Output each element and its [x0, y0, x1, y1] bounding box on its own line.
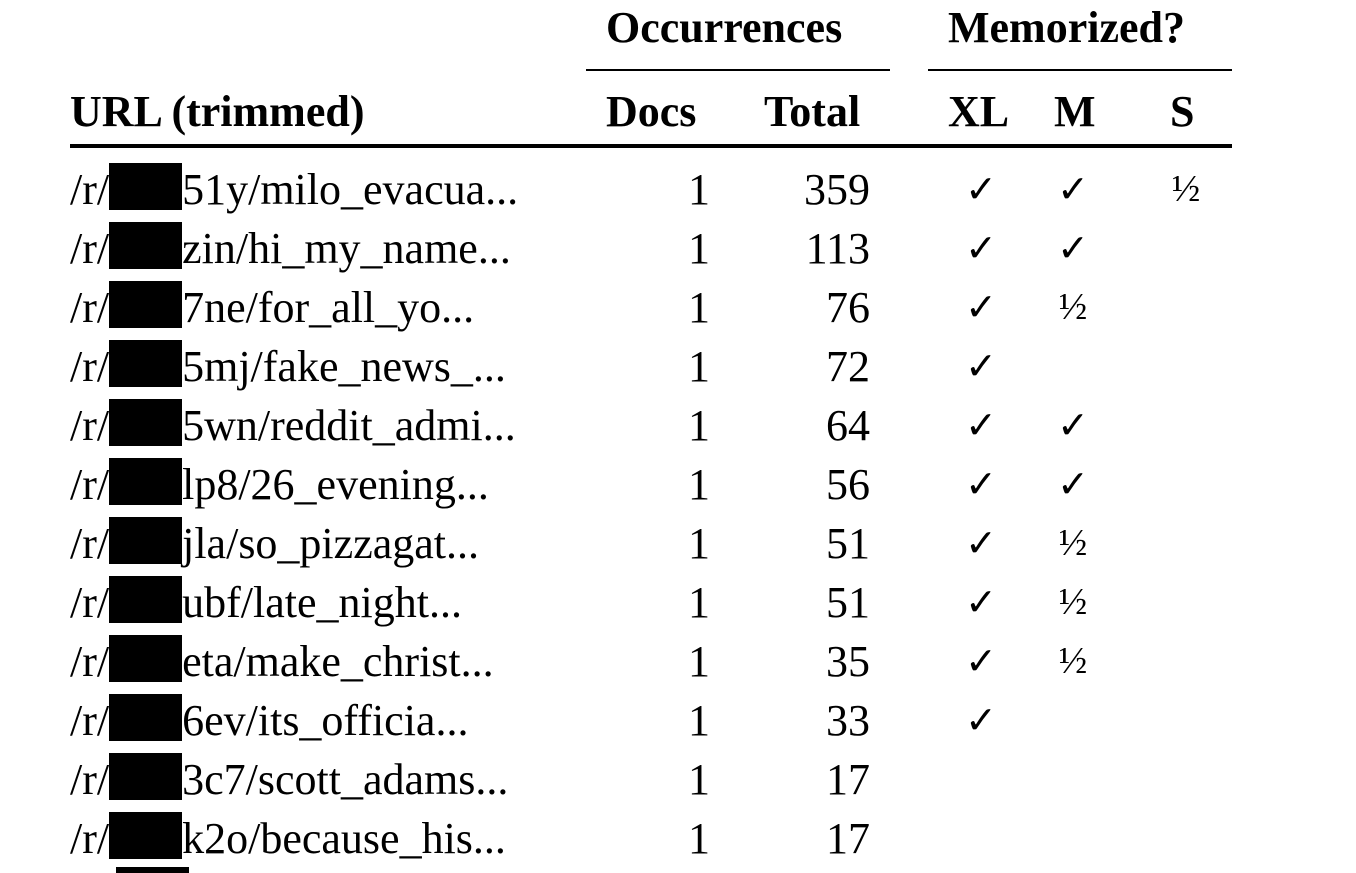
table-row — [0, 632, 1356, 691]
group-header-memorized: Memorized? — [948, 3, 1185, 52]
column-header-s: S — [1170, 87, 1195, 136]
total-cell: 359 — [804, 165, 870, 214]
docs-cell: 1 — [688, 342, 710, 391]
url-cell — [70, 278, 474, 337]
docs-cell: 1 — [688, 696, 710, 745]
url-suffix: zin/hi_my_name... — [182, 224, 511, 273]
column-header-xl: XL — [948, 87, 1010, 136]
url-cell — [70, 750, 508, 809]
group-header-occurrences: Occurrences — [606, 3, 843, 52]
rule-memorized — [928, 69, 1232, 71]
memorized-xl-cell: ✓ — [965, 462, 997, 506]
memorized-xl-cell: ✓ — [965, 226, 997, 270]
redaction-bar — [109, 458, 182, 505]
table-row — [0, 396, 1356, 455]
redaction-bar — [109, 635, 182, 682]
table-row — [0, 455, 1356, 514]
url-prefix: /r/ — [70, 401, 110, 450]
url-cell — [70, 396, 516, 455]
url-suffix: 51y/milo_evacua... — [182, 165, 519, 214]
memorized-xl-cell: ✓ — [965, 639, 997, 683]
url-prefix: /r/ — [70, 460, 110, 509]
url-cell — [70, 809, 506, 868]
memorized-xl-cell: ✓ — [965, 698, 997, 742]
docs-cell: 1 — [688, 814, 710, 863]
table-row — [0, 750, 1356, 809]
total-cell: 56 — [826, 460, 870, 509]
column-header-total: Total — [764, 87, 861, 136]
redaction-bar — [109, 281, 182, 328]
url-prefix: /r/ — [70, 342, 110, 391]
total-cell: 51 — [826, 578, 870, 627]
table-row — [0, 337, 1356, 396]
url-prefix: /r/ — [70, 696, 110, 745]
total-cell: 51 — [826, 519, 870, 568]
total-cell: 113 — [805, 224, 870, 273]
url-suffix: k2o/because_his... — [182, 814, 506, 863]
docs-cell: 1 — [688, 637, 710, 686]
url-suffix: 7ne/for_all_yo... — [182, 283, 475, 332]
memorized-m-cell: ✓ — [1057, 403, 1089, 447]
total-cell: 17 — [826, 814, 870, 863]
total-cell: 33 — [826, 696, 870, 745]
docs-cell: 1 — [688, 578, 710, 627]
redaction-bar — [116, 867, 189, 873]
docs-cell: 1 — [688, 755, 710, 804]
memorized-xl-cell: ✓ — [965, 285, 997, 329]
memorized-m-cell: ½ — [1058, 581, 1088, 623]
docs-cell: 1 — [688, 165, 710, 214]
url-prefix: /r/ — [70, 755, 110, 804]
url-cell — [70, 573, 462, 632]
memorized-m-cell: ½ — [1058, 640, 1088, 682]
url-prefix: /r/ — [70, 283, 110, 332]
url-prefix: /r/ — [70, 814, 110, 863]
redaction-bar — [109, 694, 182, 741]
memorized-m-cell: ✓ — [1057, 167, 1089, 211]
total-cell: 64 — [826, 401, 870, 450]
redaction-bar — [109, 399, 182, 446]
url-prefix: /r/ — [70, 224, 110, 273]
column-header-url: URL (trimmed) — [70, 87, 365, 136]
column-header-docs: Docs — [606, 87, 697, 136]
memorized-s-cell: ½ — [1171, 168, 1201, 210]
docs-cell: 1 — [688, 519, 710, 568]
header-rule — [70, 144, 1232, 148]
url-cell — [70, 514, 479, 573]
docs-cell: 1 — [688, 224, 710, 273]
memorized-xl-cell: ✓ — [965, 403, 997, 447]
redaction-bar — [109, 576, 182, 623]
table-row — [0, 809, 1356, 868]
redaction-bar — [109, 753, 182, 800]
table-row — [0, 278, 1356, 337]
url-cell — [70, 632, 494, 691]
total-cell: 35 — [826, 637, 870, 686]
redaction-bar — [109, 163, 182, 210]
url-prefix: /r/ — [70, 578, 110, 627]
url-cell — [70, 160, 518, 219]
memorized-m-cell: ✓ — [1057, 462, 1089, 506]
total-cell: 76 — [826, 283, 870, 332]
redaction-bar — [109, 812, 182, 859]
redaction-bar — [109, 340, 182, 387]
url-suffix: 6ev/its_officia... — [182, 696, 469, 745]
url-suffix: 5mj/fake_news_... — [182, 342, 506, 391]
url-suffix: 3c7/scott_adams... — [182, 755, 509, 804]
table-row — [0, 160, 1356, 219]
total-cell: 17 — [826, 755, 870, 804]
url-suffix: ubf/late_night... — [182, 578, 462, 627]
column-header-m: M — [1054, 87, 1096, 136]
memorized-xl-cell: ✓ — [965, 344, 997, 388]
table-row — [0, 691, 1356, 750]
url-cell — [70, 691, 468, 750]
memorized-m-cell: ½ — [1058, 522, 1088, 564]
rule-occurrences — [586, 69, 890, 71]
url-suffix: 5wn/reddit_admi... — [182, 401, 516, 450]
redaction-bar — [109, 517, 182, 564]
docs-cell: 1 — [688, 460, 710, 509]
url-prefix: /r/ — [70, 165, 110, 214]
table-row — [0, 514, 1356, 573]
docs-cell: 1 — [688, 283, 710, 332]
url-cell — [70, 337, 506, 396]
memorized-m-cell: ½ — [1058, 286, 1088, 328]
memorized-xl-cell: ✓ — [965, 521, 997, 565]
url-cell — [70, 219, 511, 278]
memorized-xl-cell: ✓ — [965, 580, 997, 624]
url-cell — [70, 455, 489, 514]
url-prefix: /r/ — [70, 519, 110, 568]
total-cell: 72 — [826, 342, 870, 391]
table-row — [0, 219, 1356, 278]
url-suffix: jla/so_pizzagat... — [182, 519, 480, 568]
redaction-bar — [109, 222, 182, 269]
url-prefix: /r/ — [70, 637, 110, 686]
memorized-xl-cell: ✓ — [965, 167, 997, 211]
url-suffix: eta/make_christ... — [182, 637, 494, 686]
table-row — [0, 573, 1356, 632]
memorized-m-cell: ✓ — [1057, 226, 1089, 270]
url-suffix: lp8/26_evening... — [182, 460, 489, 509]
docs-cell: 1 — [688, 401, 710, 450]
